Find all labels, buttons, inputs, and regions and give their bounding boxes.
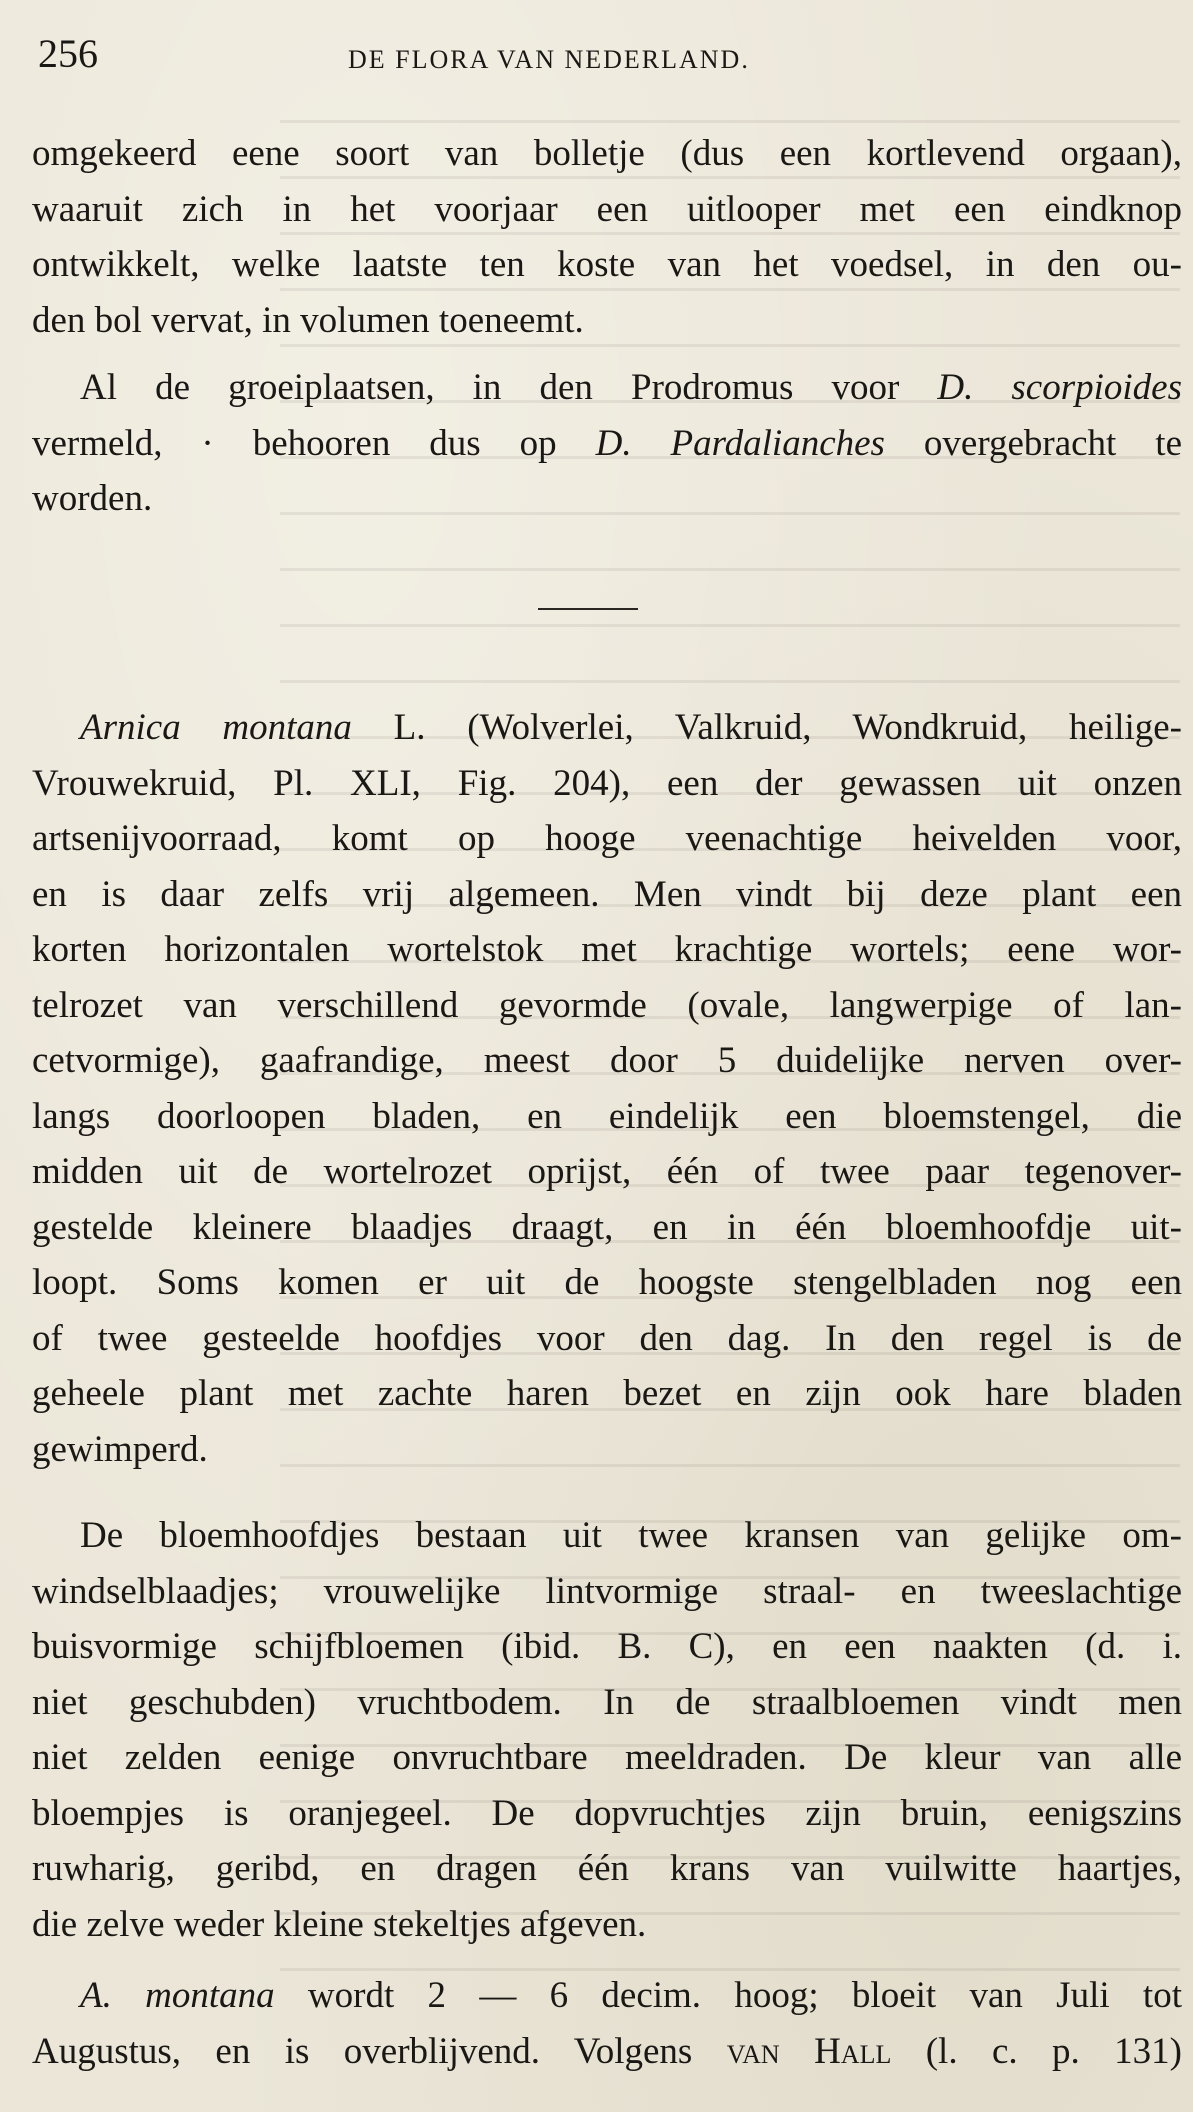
- text-run: L. (Wolverlei, Valkruid, Wondkruid, heilige-: [351, 707, 1183, 748]
- section-rule: [538, 608, 638, 610]
- text-line: ontwikkelt, welke laatste ten koste van het voedsel, in den ou-: [32, 244, 1182, 285]
- paragraph-continuation: [32, 126, 1182, 348]
- text-line: Vrouwekruid, Pl. XLI, Fig. 204), een der gewassen uit onzen: [32, 762, 1182, 804]
- text-line: De bloemhoofdjes bestaan uit twee kransen van gelijke om-: [80, 1515, 1182, 1556]
- text-line: windselblaadjes; vrouwelijke lintvormige straal- en tweeslachtige: [32, 1570, 1182, 1612]
- text-line: midden uit de wortelrozet oprijst, één of twee paar tegenover-: [32, 1151, 1182, 1192]
- text-run: overgebracht te: [884, 422, 1182, 464]
- text-line: loopt. Soms komen er uit de hoogste stengelbladen nog een: [32, 1262, 1182, 1303]
- text-line: geheele plant met zachte haren bezet en zijn ook hare bladen: [32, 1373, 1182, 1414]
- paragraph-height-flowering: [32, 1968, 1182, 2079]
- page-number: 256: [38, 31, 98, 76]
- author-name: van Hall: [726, 2030, 892, 2072]
- text-line: waaruit zich in het voorjaar een uitlooper met een eindknop: [32, 188, 1182, 230]
- text-line: [32, 1968, 1182, 2024]
- text-run: (l. c. p. 131): [891, 2030, 1182, 2072]
- text-run: vermeld, · behooren dus op: [32, 422, 596, 464]
- text-line: niet geschubden) vruchtbodem. In de straalbloemen vindt men: [32, 1681, 1182, 1723]
- text-line: gewimperd.: [32, 1428, 208, 1470]
- text-line: omgekeerd eene soort van bolletje (dus een kortlevend orgaan),: [32, 133, 1182, 174]
- species-name: Arnica montana: [80, 707, 352, 748]
- text-line: cetvormige), gaafrandige, meest door 5 duidelijke nerven over-: [32, 1040, 1182, 1081]
- species-name: D. Pardalianches: [595, 422, 885, 464]
- paragraph-growing-places: [32, 360, 1182, 527]
- text-line: langs doorloopen bladen, en eindelijk een bloemstengel, die: [32, 1095, 1182, 1137]
- text-line: die zelve weder kleine stekeltjes afgeven.: [32, 1903, 647, 1945]
- paragraph-flower-heads: [32, 1508, 1182, 1952]
- text-run: wordt 2 — 6 decim. hoog; bloeit van Juli tot: [274, 1975, 1182, 2016]
- text-line: bloempjes is oranjegeel. De dopvruchtjes zijn bruin, eenigszins: [32, 1792, 1182, 1834]
- species-name: D. scorpioides: [937, 367, 1183, 408]
- running-head: DE FLORA VAN NEDERLAND.: [348, 45, 750, 74]
- paragraph-arnica-description: [32, 700, 1182, 1477]
- text-line: den bol vervat, in volumen toeneemt.: [32, 299, 584, 341]
- text-line: artsenijvoorraad, komt op hooge veenachtige heivelden voor,: [32, 818, 1182, 859]
- text-line: [32, 700, 1182, 756]
- text-line: korten horizontalen wortelstok met krachtige wortels; eene wor-: [32, 929, 1182, 970]
- species-name: A. montana: [80, 1975, 275, 2016]
- text-line: en is daar zelfs vrij algemeen. Men vindt bij deze plant een: [32, 873, 1182, 915]
- text-line: gestelde kleinere blaadjes draagt, en in één bloemhoofdje uit-: [32, 1206, 1182, 1248]
- text-line: worden.: [32, 478, 153, 519]
- text-line: ruwharig, geribd, en dragen één krans van vuilwitte haartjes,: [32, 1848, 1182, 1889]
- text-line: [32, 2024, 1182, 2080]
- text-line: niet zelden eenige onvruchtbare meeldraden. De kleur van alle: [32, 1737, 1182, 1778]
- text-line: [32, 360, 1182, 416]
- text-line: buisvormige schijfbloemen (ibid. B. C), en een naakten (d. i.: [32, 1626, 1182, 1667]
- text-line: telrozet van verschillend gevormde (ovale, langwerpige of lan-: [32, 984, 1182, 1026]
- text-line: of twee gesteelde hoofdjes voor den dag. In den regel is de: [32, 1317, 1182, 1359]
- text-run: Al de groeiplaatsen, in den Prodromus voor: [80, 367, 938, 408]
- text-run: Augustus, en is overblijvend. Volgens: [32, 2030, 727, 2072]
- text-line: [32, 416, 1182, 472]
